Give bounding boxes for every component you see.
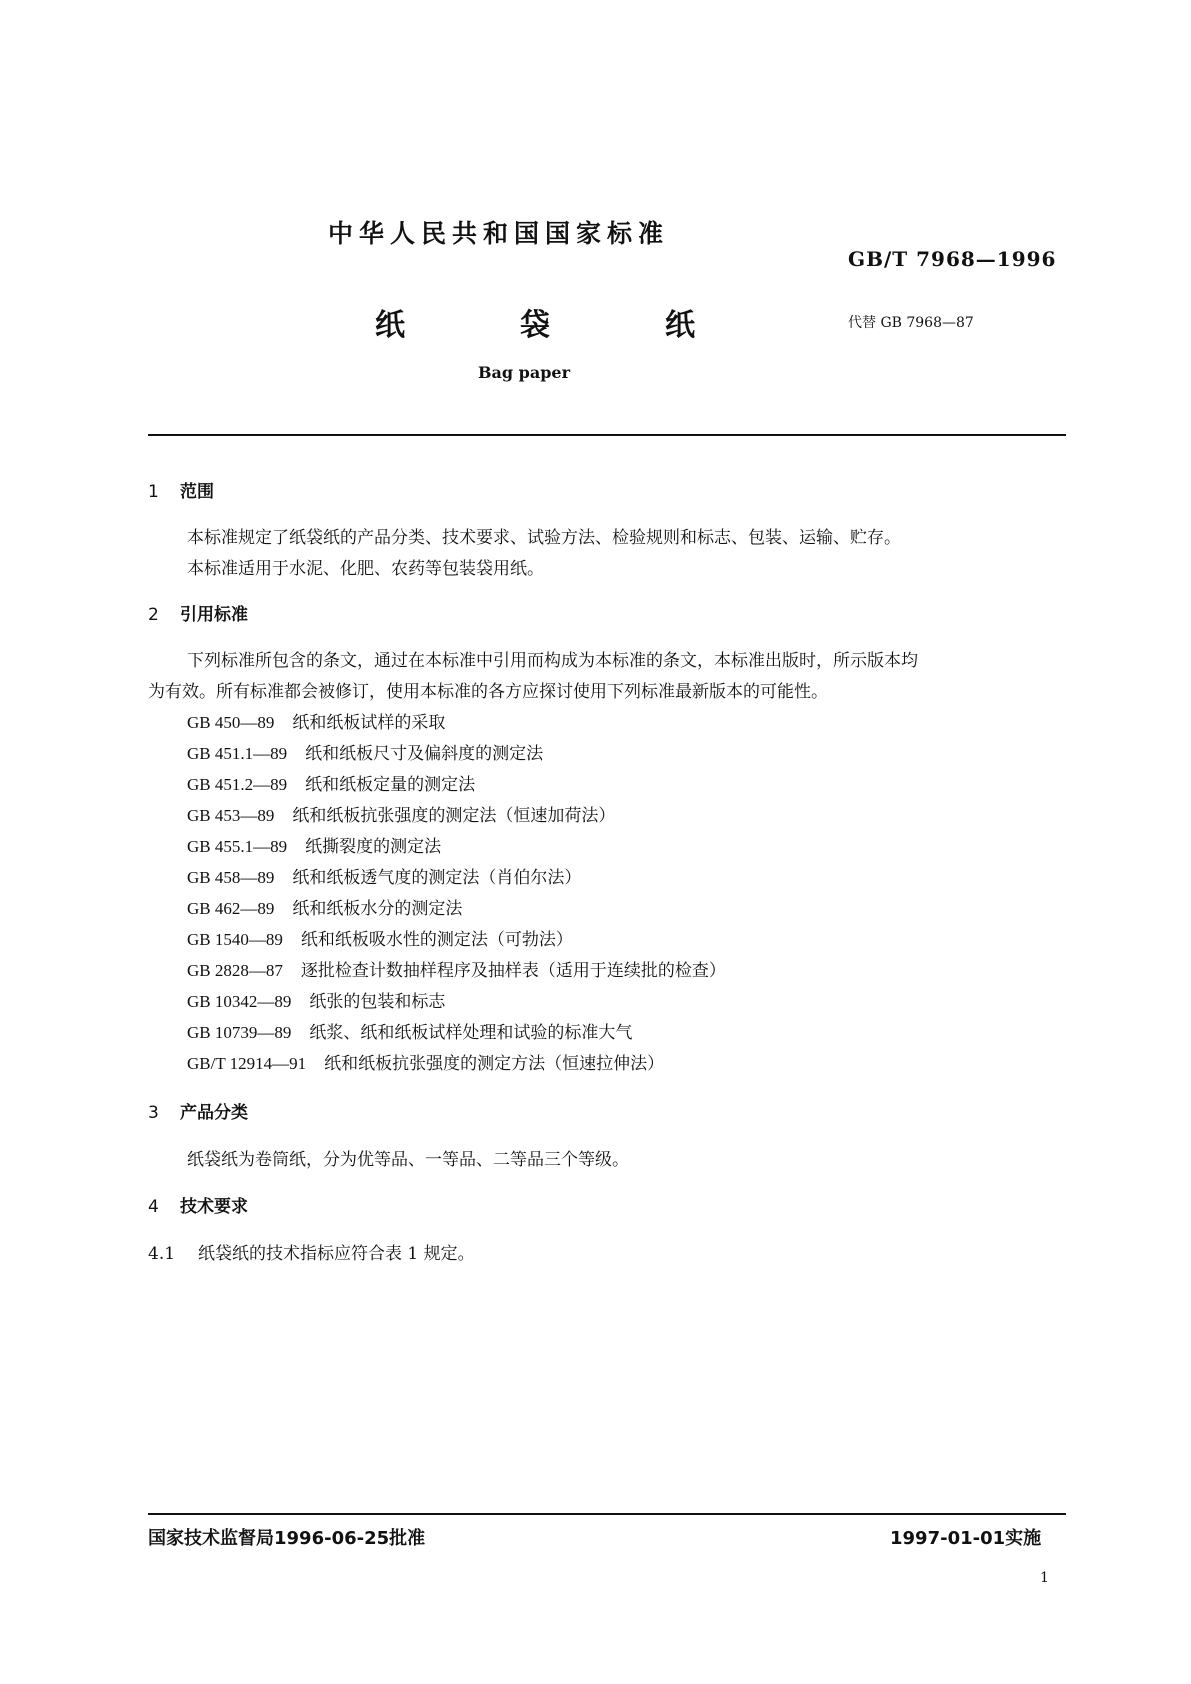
section-2-heading — [148, 600, 248, 625]
org-title: 中华人民共和国国家标准 — [328, 219, 670, 248]
section-2-intro-line-1: 下列标准所包含的条文，通过在本标准中引用而构成为本标准的条文，本标准出版时，所示版本均 — [187, 651, 918, 671]
reference-item: GB 451.1—89 纸和纸板尺寸及偏斜度的测定法 — [187, 744, 544, 764]
reference-item: GB 458—89 纸和纸板透气度的测定法（肖伯尔法） — [187, 868, 582, 888]
english-title: Bag paper — [478, 363, 570, 382]
title-char-2: 袋 — [520, 308, 550, 343]
reference-item: GB 455.1—89 纸撕裂度的测定法 — [187, 837, 442, 857]
reference-item: GB 453—89 纸和纸板抗张强度的测定法（恒速加荷法） — [187, 806, 616, 826]
document-title — [375, 300, 695, 344]
reference-item: GB 2828—87 逐批检查计数抽样程序及抽样表（适用于连续批的检查） — [187, 961, 726, 981]
reference-item: GB 1540—89 纸和纸板吸水性的测定法（可勃法） — [187, 930, 573, 950]
section-number: 3 — [148, 1103, 159, 1123]
section-title: 范围 — [180, 482, 214, 502]
approval-note: 国家技术监督局1996-06-25批准 — [148, 1528, 426, 1549]
section-4-heading — [148, 1192, 248, 1217]
section-2-intro-line-2: 为有效。所有标准都会被修订，使用本标准的各方应探讨使用下列标准最新版本的可能性。 — [148, 682, 828, 702]
header-rule — [148, 434, 1066, 436]
section-1-paragraph-1: 本标准规定了纸袋纸的产品分类、技术要求、试验方法、检验规则和标志、包装、运输、贮存。 — [187, 528, 901, 548]
clause-number: 4.1 — [148, 1244, 176, 1264]
page-number: 1 — [1040, 1570, 1049, 1586]
effective-date: 1997-01-01实施 — [890, 1528, 1042, 1549]
reference-item: GB 450—89 纸和纸板试样的采取 — [187, 713, 446, 733]
section-number: 2 — [148, 605, 159, 625]
section-1-paragraph-2: 本标准适用于水泥、化肥、农药等包装袋用纸。 — [187, 559, 544, 579]
replaces-note: 代替 GB 7968—87 — [848, 315, 974, 331]
clause-text: 纸袋纸的技术指标应符合表 1 规定。 — [198, 1244, 475, 1264]
title-char-1: 纸 — [375, 308, 405, 343]
section-1-heading — [148, 477, 214, 502]
section-title: 技术要求 — [180, 1197, 248, 1217]
section-3-paragraph: 纸袋纸为卷筒纸，分为优等品、一等品、二等品三个等级。 — [187, 1150, 629, 1170]
clause-4-1 — [148, 1239, 475, 1264]
section-title: 产品分类 — [180, 1103, 248, 1123]
reference-item: GB 10342—89 纸张的包装和标志 — [187, 992, 446, 1012]
reference-item: GB/T 12914—91 纸和纸板抗张强度的测定方法（恒速拉伸法） — [187, 1054, 665, 1074]
title-char-3: 纸 — [665, 308, 695, 343]
section-number: 1 — [148, 482, 159, 502]
section-3-heading — [148, 1098, 248, 1123]
standard-code: GB/T 7968—1996 — [848, 247, 1057, 271]
footer-rule — [148, 1513, 1066, 1515]
reference-item: GB 10739—89 纸浆、纸和纸板试样处理和试验的标准大气 — [187, 1023, 633, 1043]
reference-item: GB 451.2—89 纸和纸板定量的测定法 — [187, 775, 476, 795]
section-title: 引用标准 — [180, 605, 248, 625]
section-number: 4 — [148, 1197, 159, 1217]
reference-item: GB 462—89 纸和纸板水分的测定法 — [187, 899, 463, 919]
